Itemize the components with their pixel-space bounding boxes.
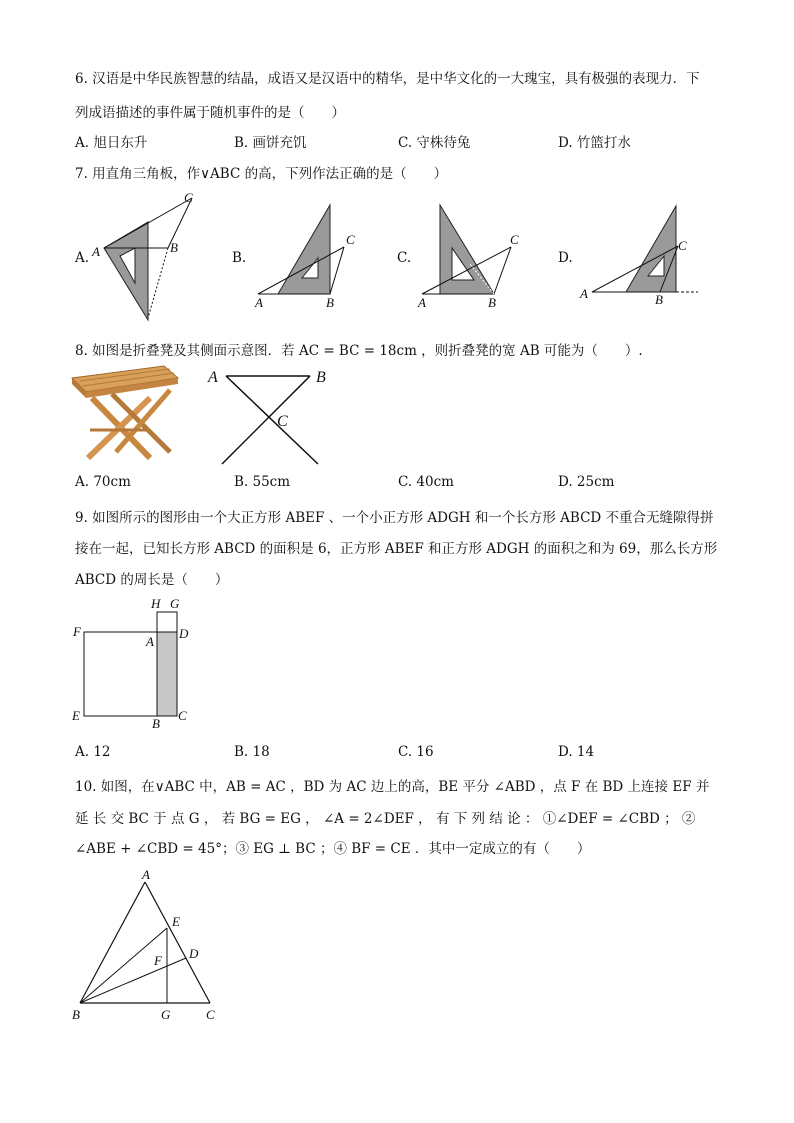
q10-label-D: D	[189, 946, 199, 961]
q8-option-d[interactable]: D. 25cm	[558, 474, 615, 490]
q8-label-B: B	[316, 369, 326, 386]
q9-label-A: A	[146, 634, 154, 649]
q9-stem-line2: 接在一起，已知长方形 ABCD 的面积是 6，正方形 ABEF 和正方形 ADGH 的面积之和为 69，那么长方形	[75, 541, 718, 557]
q7d-label-B: B	[655, 292, 663, 307]
q6-option-d[interactable]: D. 竹篮打水	[558, 135, 631, 151]
q7-option-d-label[interactable]: D.	[558, 250, 573, 266]
q10-label-G: G	[161, 1007, 171, 1022]
q6-stem-line2: 列成语描述的事件属于随机事件的是（ ）	[75, 105, 345, 121]
q10-stem-line3: ∠ABE + ∠CBD = 45°；③ EG ⊥ BC ；④ BF = CE ．其中一定成立的有（ ）	[75, 841, 591, 857]
q7c-label-A: A	[418, 295, 426, 310]
q7b-label-A: A	[255, 295, 263, 310]
q9-stem-line1: 9. 如图所示的图形由一个大正方形 ABEF 、一个小正方形 ADGH 和一个长方形 ABCD 不重合无缝隙得拼	[75, 510, 714, 526]
q7a-label-C: C	[184, 190, 193, 205]
q8-option-a[interactable]: A. 70cm	[75, 474, 131, 490]
q9-label-C: C	[178, 708, 187, 723]
q10-stem-line2: 延 长 交 BC 于 点 G ， 若 BG = EG ， ∠A = 2∠DEF ， 有 下 列 结 论 ： ①∠DEF = ∠CBD ； ②	[75, 811, 696, 827]
q9-label-B: B	[152, 716, 160, 731]
q10-label-A: A	[142, 867, 150, 882]
q9-stem-line3: ABCD 的周长是（ ）	[75, 572, 229, 588]
q9-option-c[interactable]: C. 16	[398, 744, 434, 760]
q10-label-E: E	[172, 914, 180, 929]
q7c-label-C: C	[510, 232, 519, 247]
q7d-label-C: C	[678, 238, 687, 253]
q6-option-a[interactable]: A. 旭日东升	[75, 135, 148, 151]
q10-label-F: F	[154, 953, 162, 968]
q6-option-b[interactable]: B. 画饼充饥	[234, 135, 307, 151]
q7b-label-B: B	[326, 295, 334, 310]
q7c-label-B: B	[488, 295, 496, 310]
q9-option-b[interactable]: B. 18	[234, 744, 270, 760]
q8-label-A: A	[208, 369, 218, 386]
q8-option-c[interactable]: C. 40cm	[398, 474, 454, 490]
q7a-label-A: A	[92, 244, 100, 259]
q6-stem-line1: 6. 汉语是中华民族智慧的结晶，成语又是汉语中的精华，是中华文化的一大瑰宝，具有极强的表现力．下	[75, 71, 700, 87]
q10-label-B: B	[72, 1007, 80, 1022]
q7-stem: 7. 用直角三角板，作∨ABC 的高，下列作法正确的是（ ）	[75, 166, 448, 182]
q9-option-a[interactable]: A. 12	[75, 744, 111, 760]
q7b-label-C: C	[346, 232, 355, 247]
q7-option-b-label[interactable]: B.	[232, 250, 247, 266]
q10-stem-line1: 10. 如图，在∨ABC 中，AB = AC ，BD 为 AC 边上的高，BE 平分 ∠ABD ，点 F 在 BD 上连接 EF 并	[75, 779, 710, 795]
q7d-label-A: A	[580, 286, 588, 301]
q8-stem: 8. 如图是折叠凳及其侧面示意图．若 AC = BC = 18cm ，则折叠凳的宽 AB 可能为（ ）.	[75, 343, 643, 359]
q9-option-d[interactable]: D. 14	[558, 744, 595, 760]
q7-option-c-label[interactable]: C.	[397, 250, 412, 266]
q7a-label-B: B	[170, 240, 178, 255]
q10-label-C: C	[206, 1007, 215, 1022]
q9-label-D: D	[179, 626, 189, 641]
q8-option-b[interactable]: B. 55cm	[234, 474, 291, 490]
q7-option-a-label[interactable]: A.	[75, 250, 90, 266]
q6-option-c[interactable]: C. 守株待兔	[398, 135, 471, 151]
q9-label-F: F	[73, 624, 81, 639]
q9-label-E: E	[72, 708, 80, 723]
q9-label-G: G	[170, 596, 180, 611]
q8-label-C: C	[277, 413, 288, 430]
q9-label-H: H	[151, 596, 161, 611]
